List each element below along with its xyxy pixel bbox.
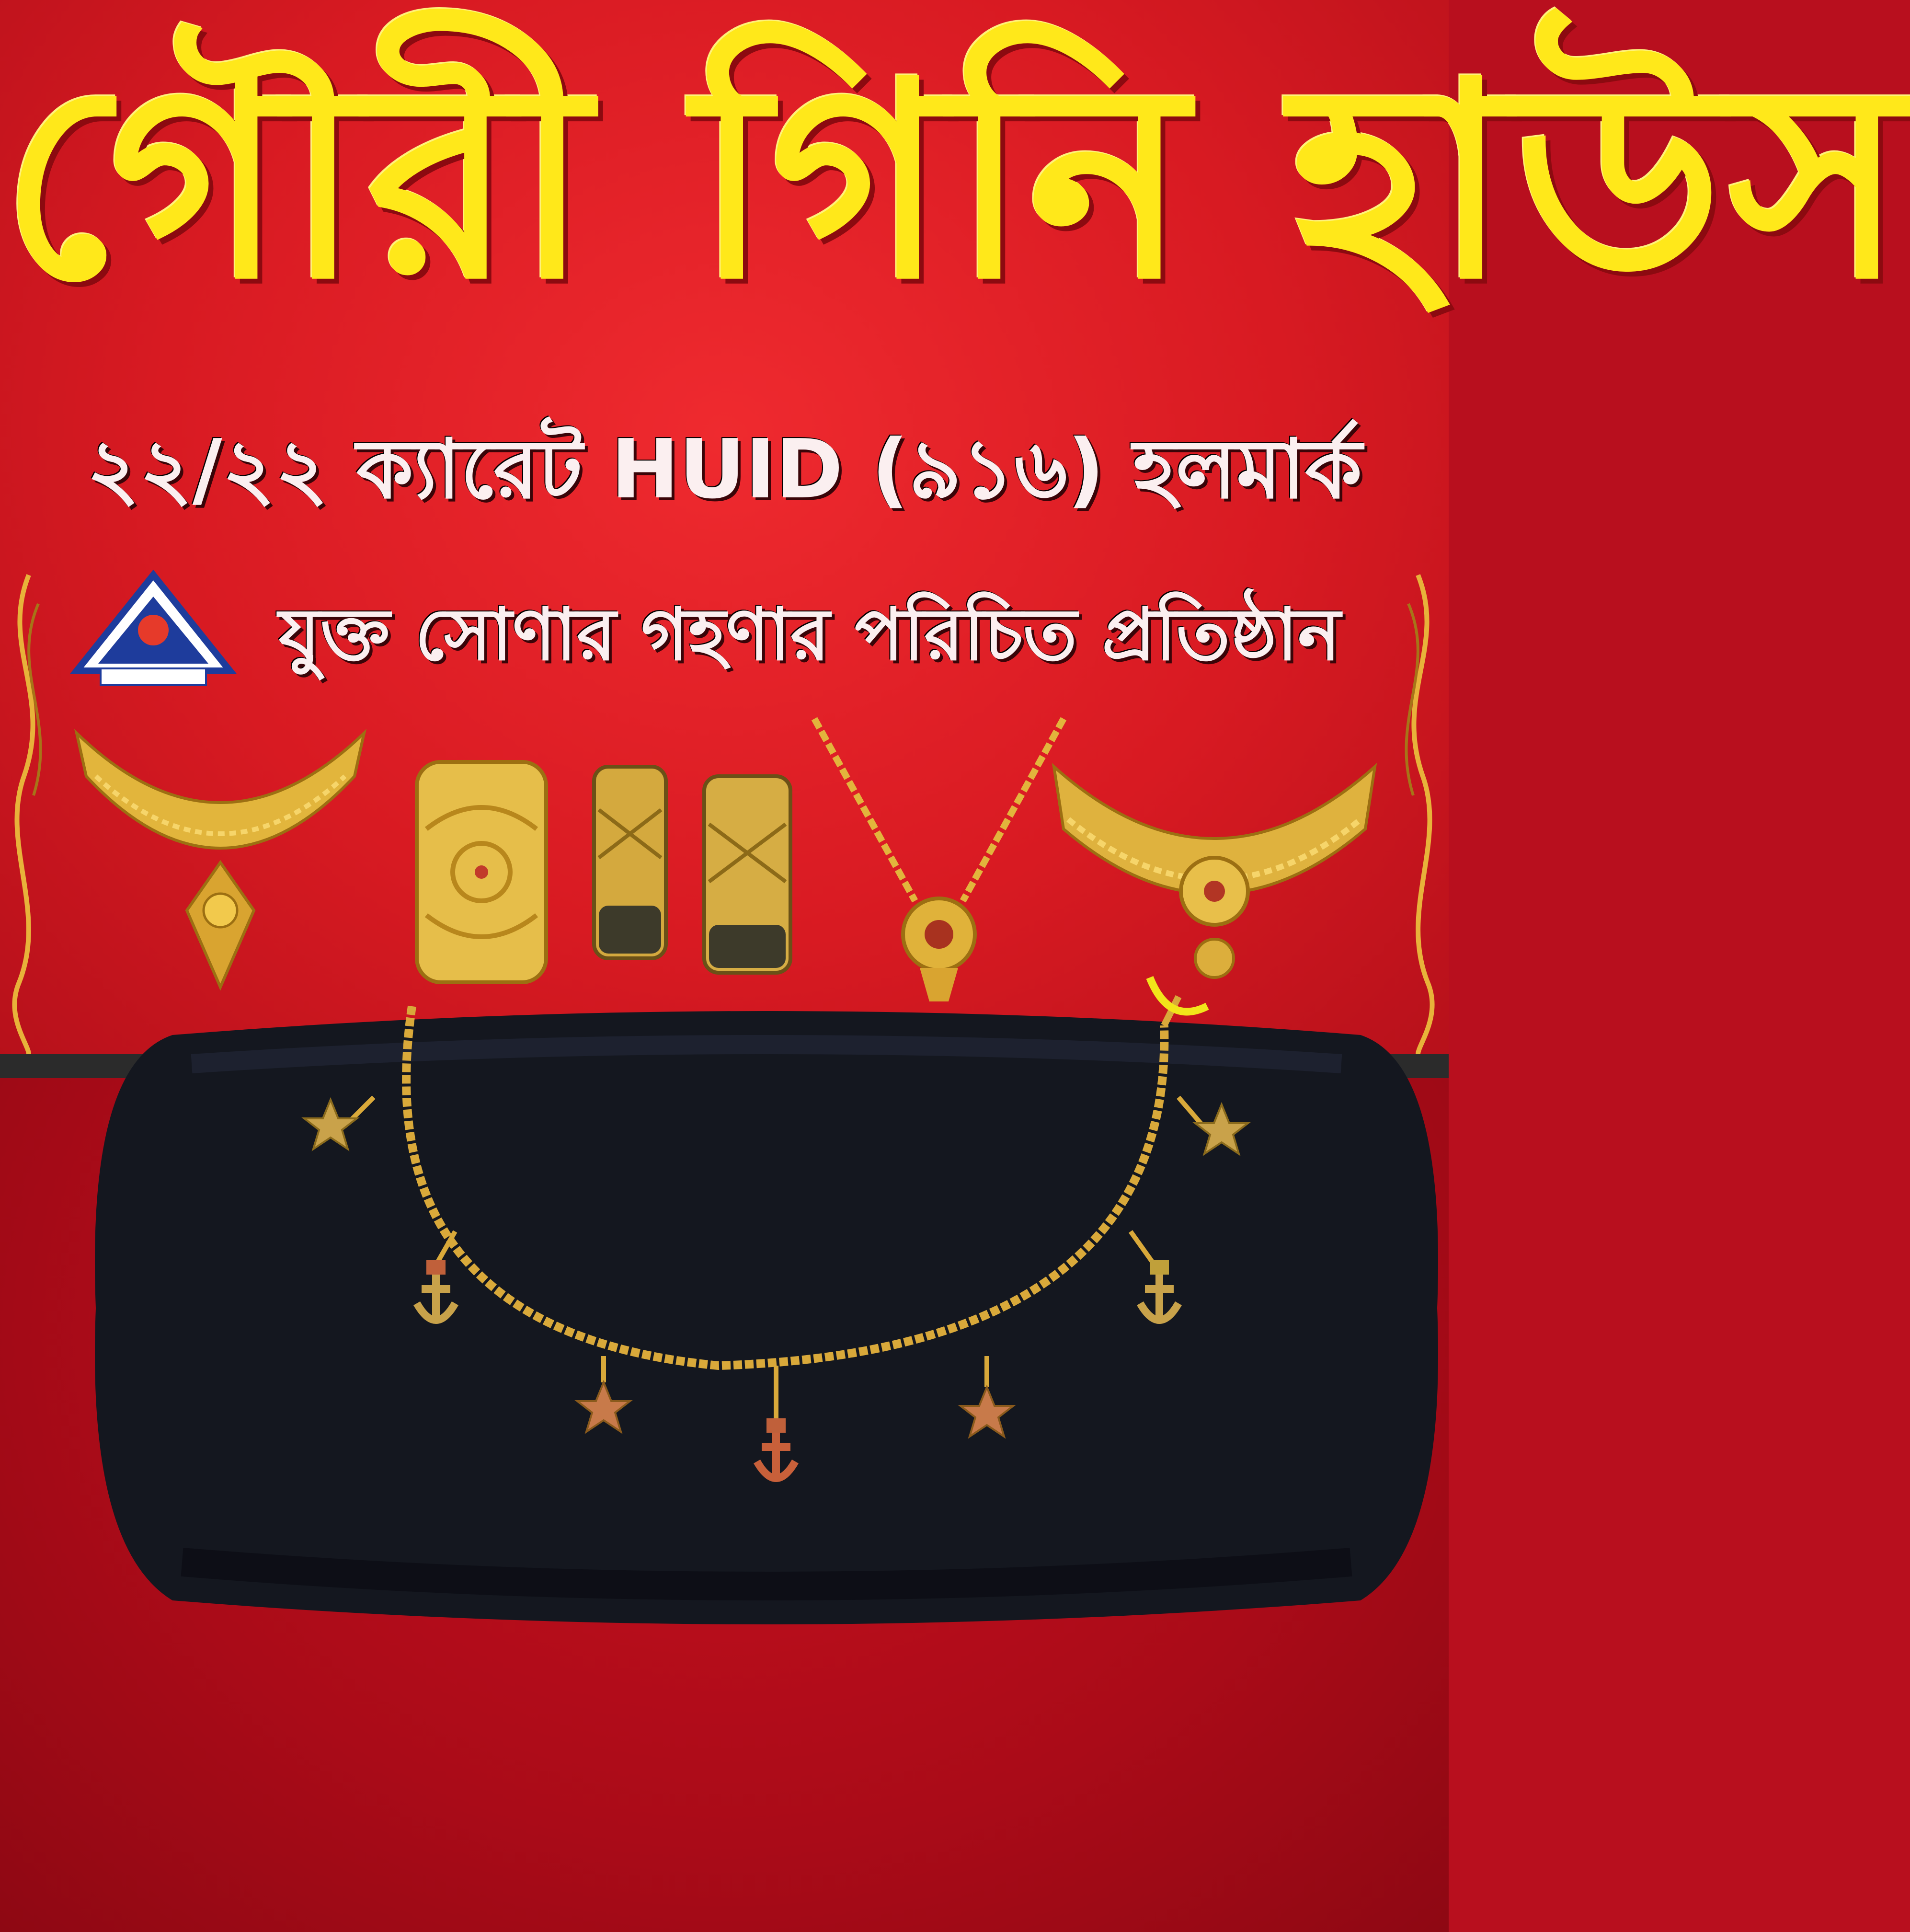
- gold-bangle-wide-icon: [412, 757, 551, 987]
- gold-bridal-choker-icon: [1044, 738, 1384, 987]
- shop-tagline: যুক্ত সোণার গহণার পরিচিত প্রতিষ্ঠান: [278, 593, 1341, 677]
- bis-hallmark-logo-icon: [72, 570, 235, 690]
- gold-choker-necklace-icon: [67, 719, 374, 1016]
- gold-bangle-icon: [699, 771, 795, 978]
- gold-bangle-icon: [589, 762, 671, 963]
- hallmark-subtitle: ২২/২২ ক্যারেট HUID (৯১৬) হলমার্ক: [86, 422, 1362, 517]
- ornament-scroll-left-icon: [0, 575, 57, 1054]
- black-display-pillow: [96, 997, 1437, 1620]
- gold-long-necklace-icon: [805, 709, 1073, 1006]
- shop-name-title: গৌরী গিনি হাউস: [0, 26, 1910, 338]
- ornament-scroll-right-icon: [1384, 575, 1449, 1054]
